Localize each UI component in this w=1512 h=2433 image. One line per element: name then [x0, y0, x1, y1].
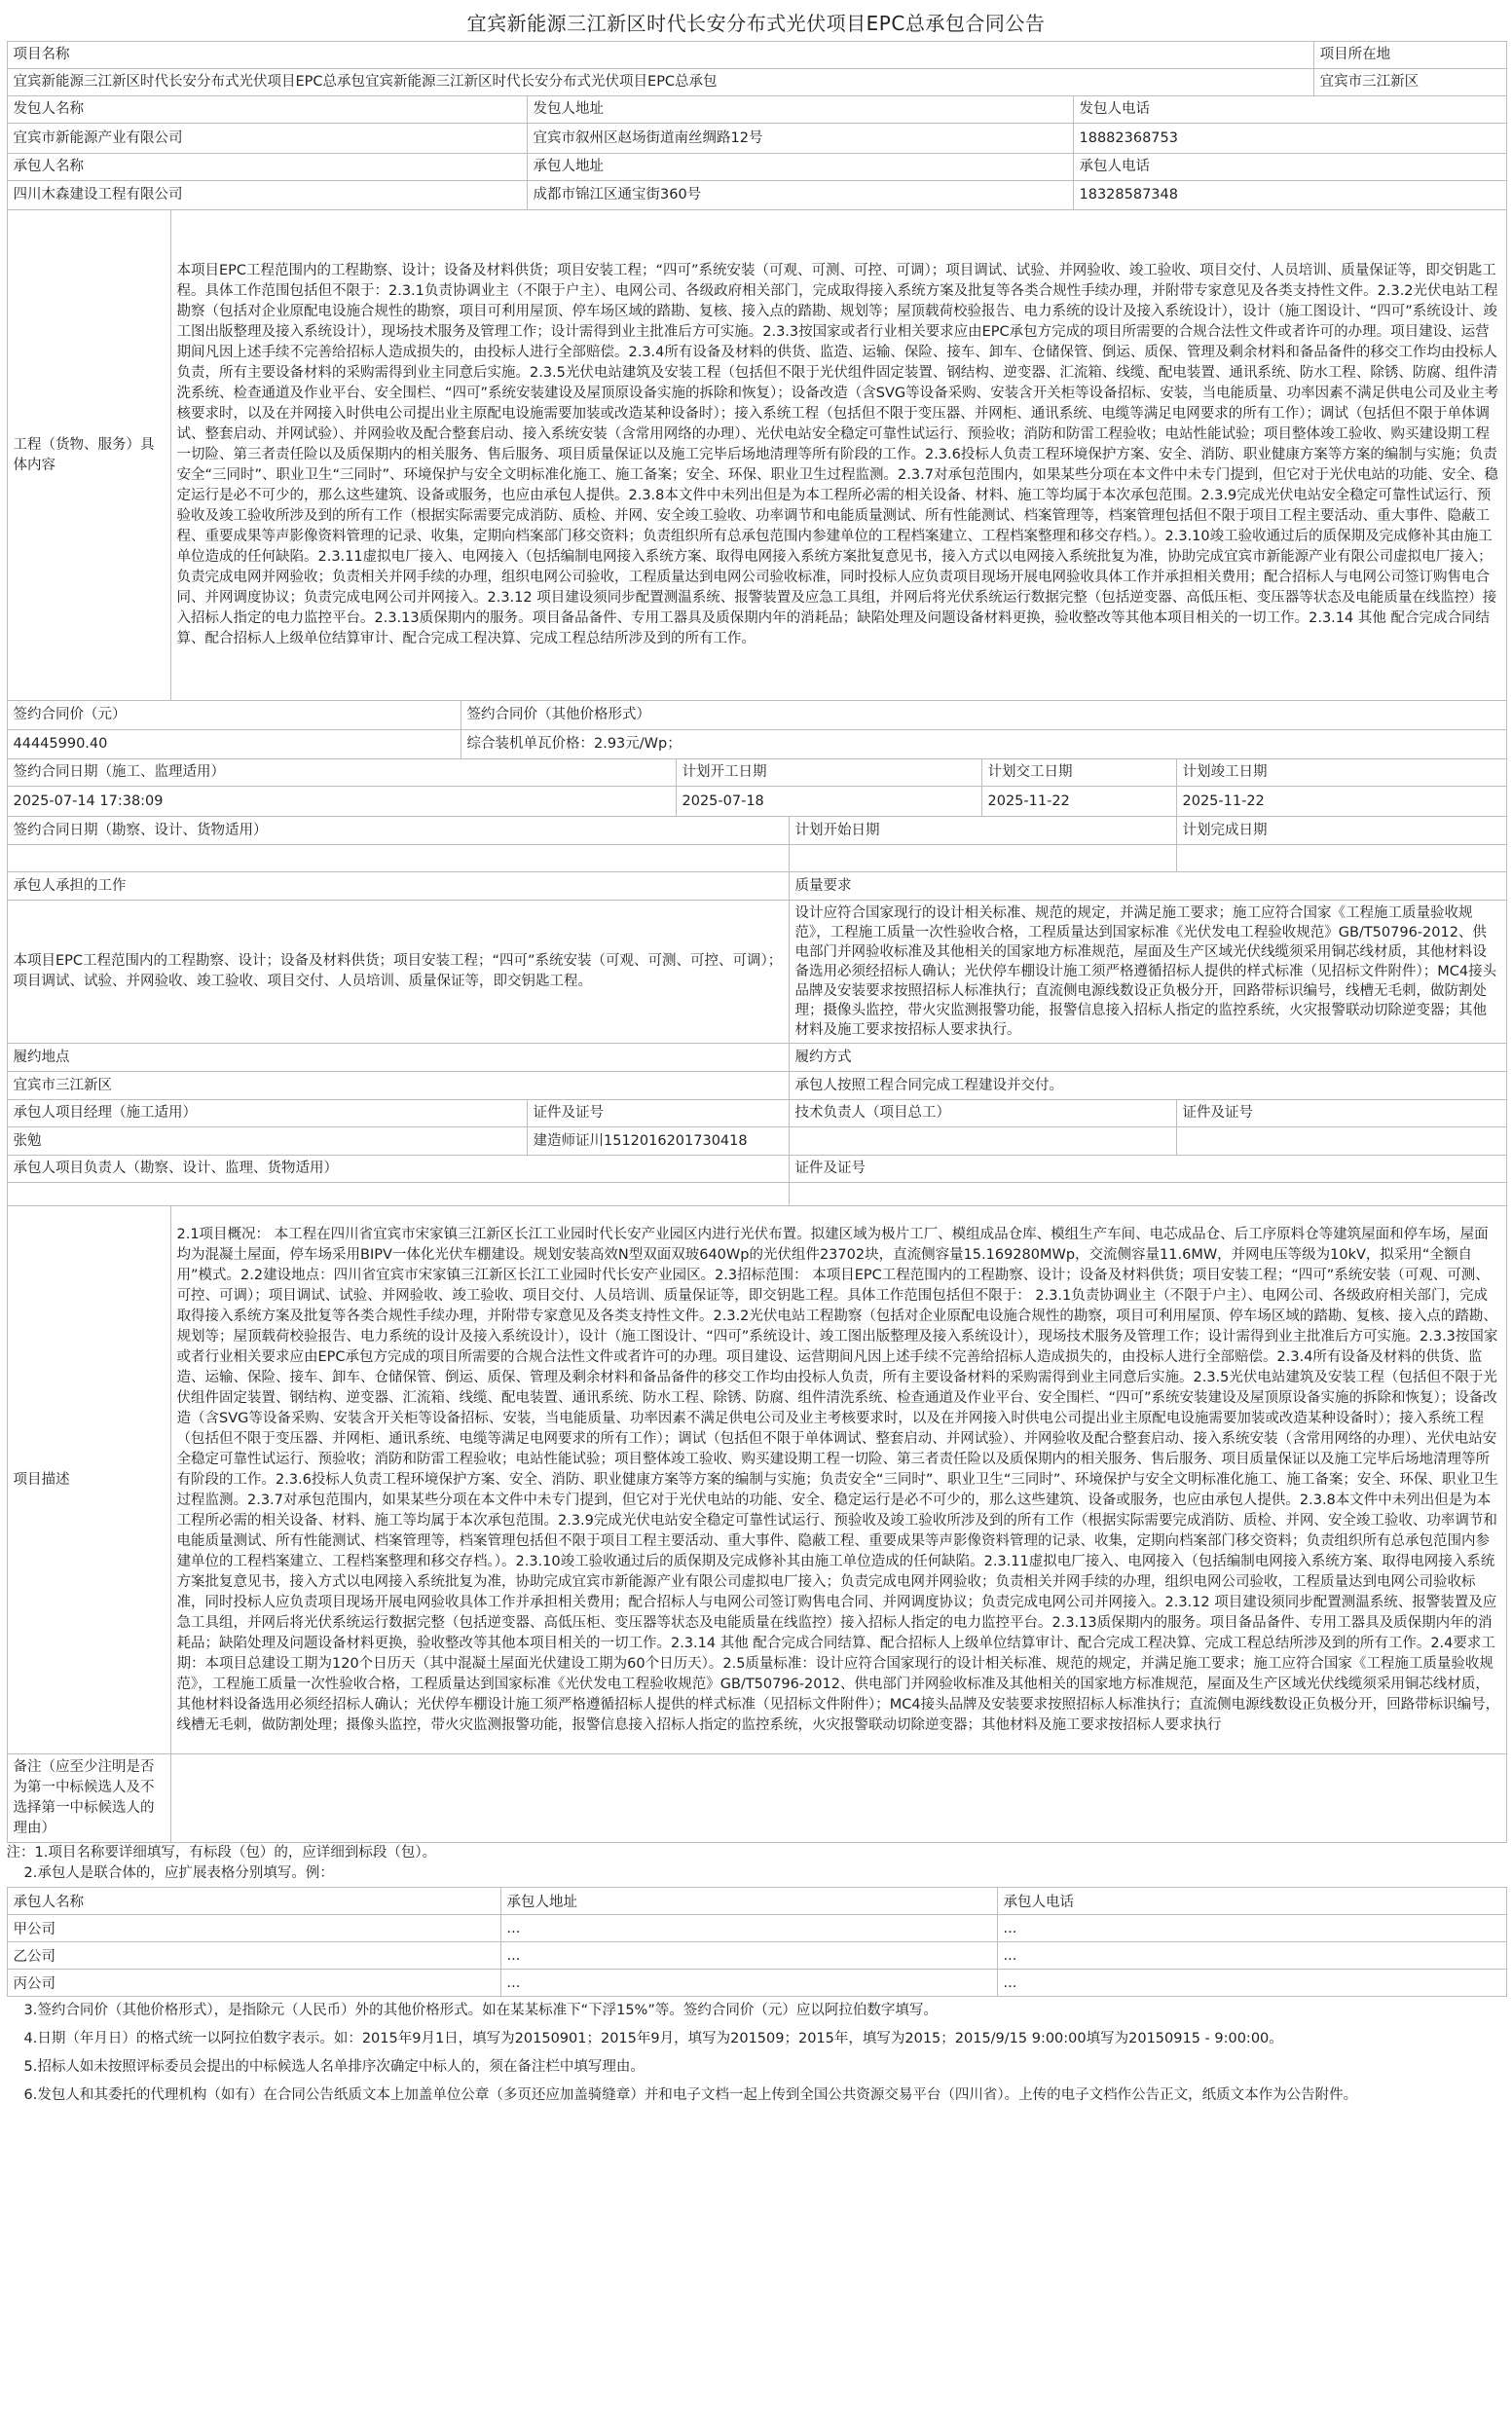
pm2-label: 承包人项目负责人（勘察、设计、监理、货物适用） [7, 1156, 789, 1183]
scope-text: 本项目EPC工程范围内的工程勘察、设计；设备及材料供货；项目安装工程；“四可”系统安装（可观、可测、可控、可调）；项目调试、试验、并网验收、竣工验收、项目交付、人员培训、质量保证等，即交钥匙工程。具体工作范围包括但不限于：2.3.1负责协调业主（不限于户主）、电网公司、各级政府相关部门，完成取得接入系统方案及批复等各类合规性手续办理，并附带专家意见及各类支持性文件。2.3.2光伏电站工程勘察（包括对企业原配电设施合规性的勘察，项目可利用屋顶、停车场区域的踏勘、复核、接入点的踏勘、规划等；屋顶载荷校验报告、电力系统的设计及接入系统设计），设计（施工图设计、“四可”系统设计、竣工图出版整理及接入系统设计），现场技术服务及管理工作；设计需得到业主批准后方可实施。2.3.3按国家或者行业相关要求应由EPC承包方完成的项目所需要的合规合法性文件或者许可的办理。项目建设、运营期间凡因上述手续不完善给招标人造成损失的，由投标人进行全部赔偿。2.3.4所有设备及材料的供货、监造、运输、保险、接车、卸车、仓储保管、倒运、质保、管理及剩余材料和备品备件的移交工作均由投标人负责，所有主要设备材料的采购需得到业主同意后实施。2.3.5光伏电站建筑及安装工程（包括但不限于光伏组件固定装置、钢结构、逆变器、汇流箱、线缆、配电装置、通讯系统、防水工程、除锈、防腐、组件清洗系统、检查通道及作业平台、安全围栏、“四可”系统安装建设及屋顶原设备实施的拆除和恢复）；设备改造（含SVG等设备采购、安装含开关柜等设备招标、安装，当电能质量、功率因素不满足供电公司及业主考核要求时，以及在并网接入时供电公司提出业主原配电设施需要加装或改造某种设备时）；接入系统工程（包括但不限于变压器、并网柜、通讯系统、电缆等满足电网要求的所有工作）；调试（包括但不限于单体调试、整套启动、并网试验）、并网验收及配合整套启动、接入系统安装（含常用网络的办理）、光伏电站安全稳定可靠性试运行、预验收；消防和防雷工程验收；电站性能试验；项目整体竣工验收、购买建设期工程一切险、第三者责任险以及质保期内的相关服务、售后服务、项目质量保证以及施工完毕后场地清理等所有阶段的工作。2.3.6投标人负责工程环境保护方案、安全、消防、职业健康方案等方案的编制与实施；负责安全“三同时”、职业卫生“三同时”、环境保护与安全文明标准化施工、施工备案；安全、环保、职业卫生过程监测。2.3.7对承包范围内，如果某些分项在本文件中未专门提到，但它对于光伏电站的功能、安全、稳定运行是必不可少的，那么这些建筑、设备或服务，也应由承包人提供。2.3.8本文件中未列出但是为本工程所必需的相关设备、材料、施工等均属于本次承包范围。2.3.9完成光伏电站安全稳定可靠性试运行、预验收及竣工验收所涉及到的所有工作（根据实际需要完成消防、质检、并网、安全竣工验收、功率调节和电能质量测试、所有性能测试、档案管理等，档案管理包括但不限于项目工程主要活动、重大事件、隐蔽工程、重要成果等声影像资料管理的记录、收集，定期向档案部门移交资料；负责组织所有总承包范围内参建单位的工程档案建立、工程档案整理和移交存档。）。2.3.10竣工验收通过后的质保期及完成修补其由施工单位造成的任何缺陷。2.3.11虚拟电厂接入、电网接入（包括编制电网接入系统方案、取得电网接入系统方案批复意见书，接入方式以电网接入系统批复为准，协助完成宜宾市新能源产业有限公司虚拟电厂接入；负责完成电网并网验收；负责相关并网手续的办理，组织电网公司验收，工程质量达到电网公司验收标准，同时投标人应负责项目现场开展电网验收具体工作并承担相关费用；配合招标人与电网公司签订购售电合同、并网调度协议；负责完成电网公司并网接入。2.3.12 项目建设须同步配置测温系统、报警装置及应急工具组，并网后将光伏系统运行数据完整（包括逆变器、高低压柜、变压器等状态及电能质量在线监控）接入招标人指定的电力监控平台。2.3.13质保期内的服务。项目备品备件、专用工器具及质保期内年的消耗品；缺陷处理及问题设备材料更换，验收整改等其他本项目相关的一切工作。2.3.14 其他 配合完成合同结算、配合招标人上级单位结算审计、配合完成工程决算、完成工程总结所涉及到的所有工作。 [170, 210, 1506, 701]
project-location-label: 项目所在地 [1313, 42, 1506, 69]
price-other-value: 综合装机单瓦价格：2.93元/Wp； [461, 730, 1506, 759]
duty-label: 承包人承担的工作 [7, 872, 789, 901]
price-other-label: 签约合同价（其他价格形式） [461, 701, 1506, 730]
project-location-value: 宜宾市三江新区 [1313, 69, 1506, 96]
contract-announcement [7, 0, 1506, 2106]
example-header-phone: 承包人电话 [997, 1888, 1506, 1915]
sign-date2-label: 签约合同日期（勘察、设计、货物适用） [7, 817, 789, 845]
tech-cert-label: 证件及证号 [1176, 1100, 1506, 1127]
plan-end-label: 计划交工日期 [981, 759, 1176, 787]
scope-label: 工程（货物、服务）具体内容 [7, 210, 170, 701]
plan-final-label: 计划竣工日期 [1176, 759, 1506, 787]
employer-address-label: 发包人地址 [527, 96, 1073, 124]
sign-date-value: 2025-07-14 17:38:09 [7, 787, 676, 817]
tech-cert-value [1176, 1127, 1506, 1156]
mode-label: 履约方式 [789, 1044, 1506, 1072]
table-row [7, 1942, 1506, 1970]
example-row-address: ... [500, 1970, 997, 1997]
employer-name-label: 发包人名称 [7, 96, 527, 124]
site-value: 宜宾市三江新区 [7, 1072, 789, 1100]
note-5: 5.招标人如未按照评标委员会提出的中标候选人名单排序次确定中标人的，须在备注栏中填写理由。 [23, 2059, 645, 2075]
example-header-address: 承包人地址 [500, 1888, 997, 1915]
remark-label: 备注（应至少注明是否为第一中标候选人及不选择第一中标候选人的理由） [7, 1754, 170, 1843]
example-row-phone: ... [997, 1942, 1506, 1970]
plan-begin-label: 计划开始日期 [789, 817, 1176, 845]
note-3: 3.签约合同价（其他价格形式），是指除元（人民币）外的其他价格形式。如在某某标准下“下浮15%”等。签约合同价（元）应以阿拉伯数字填写。 [23, 2003, 938, 2018]
note-2: 2.承包人是联合体的，应扩展表格分别填写。例： [23, 1865, 334, 1881]
plan-begin-value [789, 845, 1176, 872]
employer-phone-value: 18882368753 [1073, 124, 1506, 154]
plan-final-value: 2025-11-22 [1176, 787, 1506, 817]
example-row-name: 丙公司 [7, 1970, 500, 1997]
project-name-value: 宜宾新能源三江新区时代长安分布式光伏项目EPC总承包宜宾新能源三江新区时代长安分布式光伏项目EPC总承包 [7, 69, 1313, 96]
plan-finish-value [1176, 845, 1506, 872]
notes [7, 1843, 1506, 1884]
site-label: 履约地点 [7, 1044, 789, 1072]
desc-text: 2.1项目概况： 本工程在四川省宜宾市宋家镇三江新区长江工业园时代长安产业园区内进行光伏布置。拟建区域为极片工厂、模组成品仓库、模组生产车间、电芯成品仓、后工序原料仓等建筑屋面和停车场，屋面均为混凝土屋面，停车场采用BIPV一体化光伏车棚建设。规划安装高效N型双面双玻640Wp的光伏组件23702块，直流侧容量15.169280MWp，交流侧容量11.6MW，并网电压等级为10kV，拟采用“全额自用”模式。2.2建设地点：四川省宜宾市宋家镇三江新区长江工业园时代长安产业园区。2.3招标范围： 本项目EPC工程范围内的工程勘察、设计；设备及材料供货；项目安装工程；“四可”系统安装（可观、可测、可控、可调）；项目调试、试验、并网验收、竣工验收、项目交付、人员培训、质量保证等，即交钥匙工程。具体工作范围包括但不限于： 2.3.1负责协调业主（不限于户主）、电网公司、各级政府相关部门，完成取得接入系统方案及批复等各类合规性手续办理，并附带专家意见及各类支持性文件。2.3.2光伏电站工程勘察（包括对企业原配电设施合规性的勘察，项目可利用屋顶、停车场区域的踏勘、复核、接入点的踏勘、规划等；屋顶载荷校验报告、电力系统的设计及接入系统设计），设计（施工图设计、“四可”系统设计、竣工图出版整理及接入系统设计），现场技术服务及管理工作；设计需得到业主批准后方可实施。2.3.3按国家或者行业相关要求应由EPC承包方完成的项目所需要的合规合法性文件或者许可的办理。项目建设、运营期间凡因上述手续不完善给招标人造成损失的，由投标人进行全部赔偿。2.3.4所有设备及材料的供货、监造、运输、保险、接车、卸车、仓储保管、倒运、质保、管理及剩余材料和备品备件的移交工作均由投标人负责，所有主要设备材料的采购需得到业主同意后实施。2.3.5光伏电站建筑及安装工程（包括但不限于光伏组件固定装置、钢结构、逆变器、汇流箱、线缆、配电装置、通讯系统、防水工程、除锈、防腐、组件清洗系统、检查通道及作业平台、安全围栏、“四可”系统安装建设及屋顶原设备实施的拆除和恢复）；设备改造（含SVG等设备采购、安装含开关柜等设备招标、安装，当电能质量、功率因素不满足供电公司及业主考核要求时，以及在并网接入时供电公司提出业主原配电设施需要加装或改造某种设备时）；接入系统工程（包括但不限于变压器、并网柜、通讯系统、电缆等满足电网要求的所有工作）；调试（包括但不限于单体调试、整套启动、并网试验）、并网验收及配合整套启动、接入系统安装（含常用网络的办理）、光伏电站安全稳定可靠性试运行、预验收；消防和防雷工程验收；电站性能试验；项目整体竣工验收、购买建设期工程一切险、第三者责任险以及质保期内的相关服务、售后服务、项目质量保证以及施工完毕后场地清理等所有阶段的工作。2.3.6投标人负责工程环境保护方案、安全、消防、职业健康方案等方案的编制与实施；负责安全“三同时”、职业卫生“三同时”、环境保护与安全文明标准化施工、施工备案；安全、环保、职业卫生过程监测。2.3.7对承包范围内，如果某些分项在本文件中未专门提到，但它对于光伏电站的功能、安全、稳定运行是必不可少的，那么这些建筑、设备或服务，也应由承包人提供。2.3.8本文件中未列出但是为本工程所必需的相关设备、材料、施工等均属于本次承包范围。2.3.9完成光伏电站安全稳定可靠性试运行、预验收及竣工验收所涉及到的所有工作（根据实际需要完成消防、质检、并网、安全竣工验收、功率调节和电能质量测试、所有性能测试、档案管理等，档案管理包括但不限于项目工程主要活动、重大事件、隐蔽工程、重要成果等声影像资料管理的记录、收集，定期向档案部门移交资料；负责组织所有总承包范围内参建单位的工程档案建立、工程档案整理和移交存档。）。2.3.10竣工验收通过后的质保期及完成修补其由施工单位造成的任何缺陷。2.3.11虚拟电厂接入、电网接入（包括编制电网接入系统方案、取得电网接入系统方案批复意见书，接入方式以电网接入系统批复为准，协助完成宜宾市新能源产业有限公司虚拟电厂接入；负责完成电网并网验收；负责相关并网手续的办理，组织电网公司验收，工程质量达到电网公司验收标准，同时投标人应负责项目现场开展电网验收具体工作并承担相关费用；配合招标人与电网公司签订购售电合同、并网调度协议；负责完成电网公司并网接入。2.3.12 项目建设须同步配置测温系统、报警装置及应急工具组，并网后将光伏系统运行数据完整（包括逆变器、高低压柜、变压器等状态及电能质量在线监控）接入招标人指定的电力监控平台。2.3.13质保期内的服务。项目备品备件、专用工器具及质保期内年的消耗品；缺陷处理及问题设备材料更换，验收整改等其他本项目相关的一切工作。2.3.14 其他 配合完成合同结算、配合招标人上级单位结算审计、配合完成工程决算、完成工程总结所涉及到的所有工作。2.4要求工期：本项目总建设工期为120个日历天（其中混凝土屋面光伏建设工期为60个日历天）。2.5质量标准：设计应符合国家现行的设计相关标准、规范的规定，并满足施工要求；施工应符合国家《工程施工质量验收规范》，工程施工质量一次性验收合格，工程质量达到国家标准《光伏发电工程验收规范》GB/T50796-2012、供电部门并网验收标准及其他相关的国家地方标准规范，屋面及生产区域光伏线缆须采用铜芯线材质，其他材料设备选用必须经招标人确认；光伏停车棚设计施工须严格遵循招标人提供的样式标准（见招标文件附件）；MC4接头品牌及安装要求按照招标人标准执行；直流侧电源线数设正负极分开，回路带标识编号，线槽无毛刺，做防割处理；摄像头监控，带火灾监测报警功能，报警信息接入招标人指定的监控系统，火灾报警联动切除逆变器；其他材料及施工要求按招标人要求执行 [170, 1206, 1506, 1754]
contract-table [7, 41, 1507, 1843]
remark-value [170, 1754, 1506, 1843]
note-4: 4.日期（年月日）的格式统一以阿拉伯数字表示。如：2015年9月1日，填写为20150901；2015年9月，填写为201509；2015年，填写为2015；2015/9/15 9:00:00填写为20150915 - 9:00:00。 [23, 2031, 1283, 2046]
table-row [7, 1915, 1506, 1942]
example-row-name: 乙公司 [7, 1942, 500, 1970]
pm-cert-label: 证件及证号 [527, 1100, 789, 1127]
employer-name-value: 宜宾市新能源产业有限公司 [7, 124, 527, 154]
mode-value: 承包人按照工程合同完成工程建设并交付。 [789, 1072, 1506, 1100]
desc-label: 项目描述 [7, 1206, 170, 1754]
tech-label: 技术负责人（项目总工） [789, 1100, 1176, 1127]
page-title: 宜宾新能源三江新区时代长安分布式光伏项目EPC总承包合同公告 [466, 12, 1046, 35]
example-row-name: 甲公司 [7, 1915, 500, 1942]
pm-label: 承包人项目经理（施工适用） [7, 1100, 527, 1127]
pm2-value [7, 1183, 789, 1206]
pm-cert-value: 建造师证川1512016201730418 [527, 1127, 789, 1156]
contractor-phone-value: 18328587348 [1073, 181, 1506, 210]
contractor-address-value: 成都市锦江区通宝街360号 [527, 181, 1073, 210]
joint-contractor-example-table [7, 1887, 1507, 1997]
example-row-phone: ... [997, 1970, 1506, 1997]
contractor-phone-label: 承包人电话 [1073, 154, 1506, 181]
notes-more [7, 2001, 1506, 2106]
example-row-address: ... [500, 1942, 997, 1970]
plan-start-value: 2025-07-18 [676, 787, 981, 817]
contractor-address-label: 承包人地址 [527, 154, 1073, 181]
employer-phone-label: 发包人电话 [1073, 96, 1506, 124]
tech-value [789, 1127, 1176, 1156]
contractor-name-value: 四川木森建设工程有限公司 [7, 181, 527, 210]
plan-end-value: 2025-11-22 [981, 787, 1176, 817]
quality-label: 质量要求 [789, 872, 1506, 901]
note-1: 注：1.项目名称要详细填写，有标段（包）的，应详细到标段（包）。 [6, 1845, 437, 1861]
contractor-name-label: 承包人名称 [7, 154, 527, 181]
quality-value: 设计应符合国家现行的设计相关标准、规范的规定，并满足施工要求；施工应符合国家《工程施工质量验收规范》，工程施工质量一次性验收合格，工程质量达到国家标准《光伏发电工程验收规范》GB/T50796-2012、供电部门并网验收标准及其他相关的国家地方标准规范，屋面及生产区域光伏线缆须采用铜芯线材质，其他材料设备选用必须经招标人确认；光伏停车棚设计施工须严格遵循招标人提供的样式标准（见招标文件附件）；MC4接头品牌及安装要求按照招标人标准执行；直流侧电源线数设正负极分开，回路带标识编号，线槽无毛刺，做防割处理；摄像头监控，带火灾监测报警功能，报警信息接入招标人指定的监控系统，火灾报警联动切除逆变器；其他材料及施工要求按招标人要求执行。 [789, 901, 1506, 1044]
plan-start-label: 计划开工日期 [676, 759, 981, 787]
price-amount-value: 44445990.40 [7, 730, 461, 759]
employer-address-value: 宜宾市叙州区赵场街道南丝绸路12号 [527, 124, 1073, 154]
sign-date-label: 签约合同日期（施工、监理适用） [7, 759, 676, 787]
sign-date2-value [7, 845, 789, 872]
note-6: 6.发包人和其委托的代理机构（如有）在合同公告纸质文本上加盖单位公章（多页还应加盖骑缝章）并和电子文档一起上传到全国公共资源交易平台（四川省）。上传的电子文档作公告正文，纸质文本作为公告附件。 [23, 2087, 1358, 2103]
price-amount-label: 签约合同价（元） [7, 701, 461, 730]
example-row-address: ... [500, 1915, 997, 1942]
duty-value: 本项目EPC工程范围内的工程勘察、设计；设备及材料供货；项目安装工程；“四可”系统安装（可观、可测、可控、可调）；项目调试、试验、并网验收、竣工验收、项目交付、人员培训、质量保证等，即交钥匙工程。 [7, 901, 789, 1044]
pm2-cert-value [789, 1183, 1506, 1206]
plan-finish-label: 计划完成日期 [1176, 817, 1506, 845]
project-name-label: 项目名称 [7, 42, 1313, 69]
example-header-name: 承包人名称 [7, 1888, 500, 1915]
example-row-phone: ... [997, 1915, 1506, 1942]
table-row [7, 1970, 1506, 1997]
pm2-cert-label: 证件及证号 [789, 1156, 1506, 1183]
pm-value: 张勉 [7, 1127, 527, 1156]
